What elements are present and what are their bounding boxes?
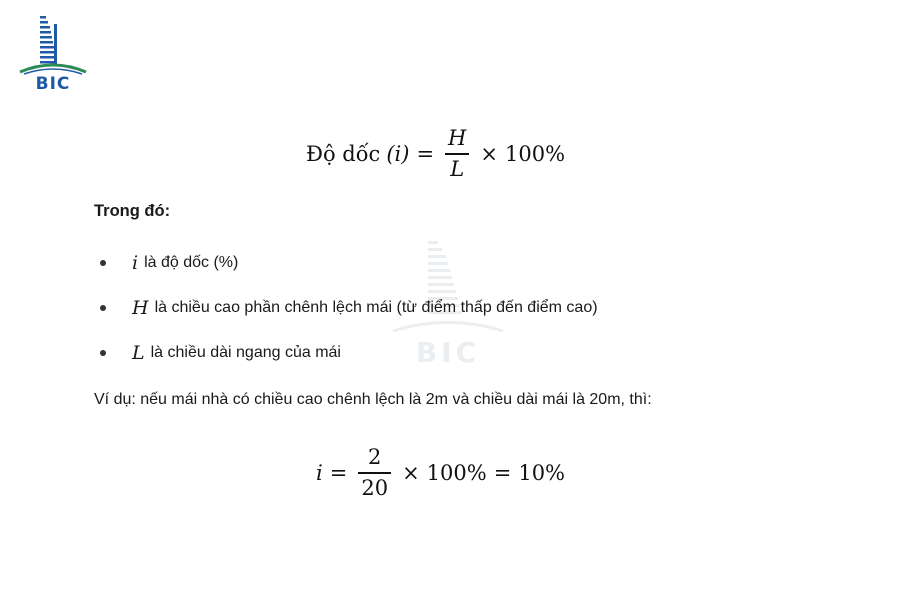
watermark-text: BIC (415, 336, 481, 369)
definition-symbol: L (132, 341, 145, 364)
definition-text: là độ dốc (%) (144, 253, 239, 271)
definition-text: là chiều cao phần chênh lệch mái (từ điểm thấp đến điểm cao) (154, 298, 598, 316)
fraction-denominator: 20 (361, 475, 389, 500)
where-heading: Trong đó: (94, 202, 171, 220)
example-text: Ví dụ: nếu mái nhà có chiều cao chênh lệch là 2m và chiều dài mái là 20m, thì: (94, 391, 652, 408)
fraction-bar (445, 153, 469, 155)
example-formula (316, 447, 565, 499)
percent-value: 100% (426, 460, 487, 485)
bic-logo (18, 10, 88, 94)
logo-text: BIC (35, 74, 71, 94)
definition-text: là chiều dài ngang của mái (150, 343, 341, 361)
equals-sign: = (416, 141, 435, 166)
example-lhs: i (316, 460, 323, 485)
slope-var-paren: (i) (386, 141, 410, 166)
fraction-bar (358, 472, 391, 474)
fraction-numerator: H (448, 126, 467, 150)
definition-list (94, 240, 598, 375)
times-sign: × (480, 141, 498, 166)
fraction-numerator: 2 (368, 445, 382, 469)
slope-variable (386, 142, 409, 166)
list-item (94, 240, 598, 285)
slope-formula (306, 128, 565, 180)
bullet-icon (100, 305, 106, 311)
equals-sign-2: = (493, 460, 512, 485)
times-sign: × (402, 460, 420, 485)
list-item (94, 330, 598, 375)
height-over-length-fraction (445, 128, 469, 180)
example-fraction (358, 447, 391, 499)
bullet-icon (100, 260, 106, 266)
equals-sign: = (329, 460, 348, 485)
result-value: 10% (518, 460, 566, 485)
definition-symbol: H (132, 296, 149, 319)
building-logo-icon (18, 10, 88, 80)
slope-label: Độ dốc (306, 141, 381, 166)
list-item (94, 285, 598, 330)
fraction-denominator: L (450, 156, 465, 181)
percent-value: 100% (504, 141, 566, 166)
bullet-icon (100, 350, 106, 356)
definition-symbol: i (132, 251, 139, 274)
